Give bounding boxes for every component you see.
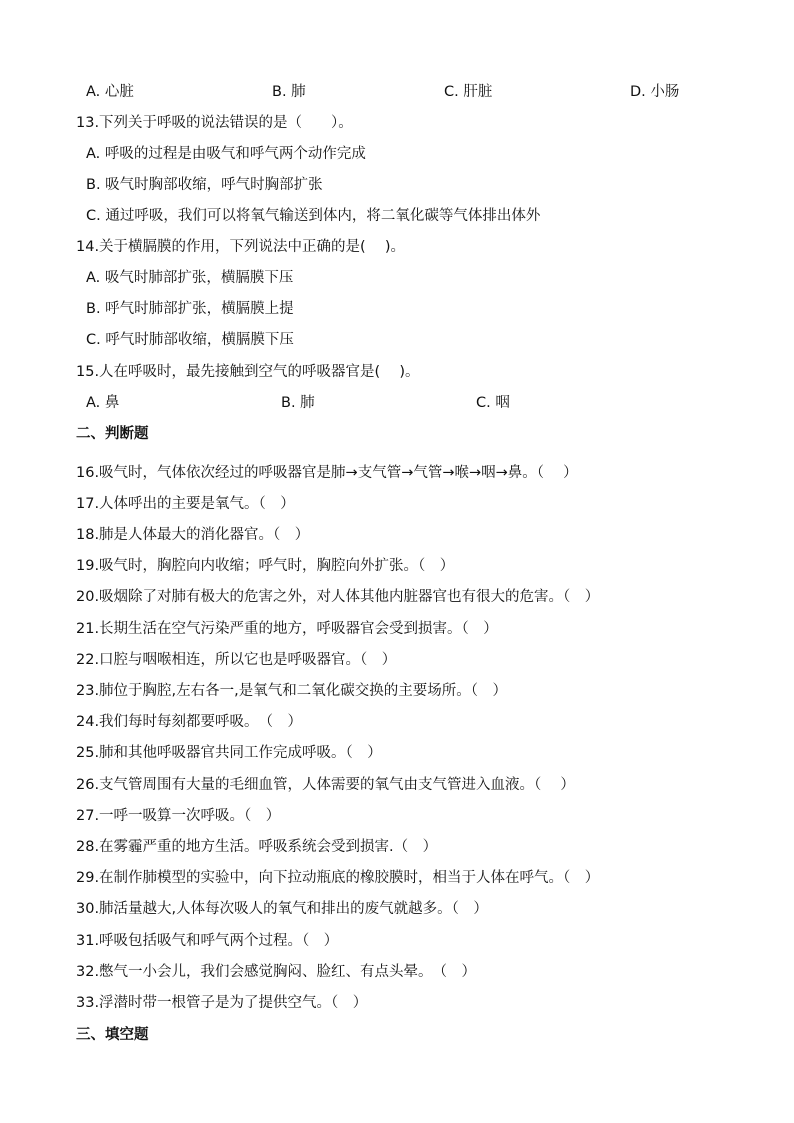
judgment-24: 24.我们每时每刻都要呼吸。 （ ） (76, 714, 303, 730)
q13-option-a: A. 呼吸的过程是由吸气和呼气两个动作完成 (86, 146, 366, 162)
section-3-title: 三、填空题 (76, 1027, 149, 1043)
q12-option-d: D. 小肠 (630, 84, 680, 100)
q13-option-c: C. 通过呼吸，我们可以将氧气输送到体内，将二氧化碳等气体排出体外 (86, 208, 541, 224)
q15-option-b: B. 肺 (281, 395, 315, 411)
q15-stem: 15.人在呼吸时，最先接触到空气的呼吸器官是( )。 (76, 364, 420, 380)
q12-option-c: C. 肝脏 (444, 84, 493, 100)
judgment-27: 27.一呼一吸算一次呼吸。（ ） (76, 808, 281, 824)
q15-option-c: C. 咽 (476, 395, 510, 411)
q14-option-c: C. 呼气时肺部收缩，横膈膜下压 (86, 332, 294, 348)
judgment-23: 23.肺位于胸腔,左右各一,是氧气和二氧化碳交换的主要场所。（ ） (76, 683, 508, 699)
q15-option-a: A. 鼻 (86, 395, 120, 411)
q12-option-a: A. 心脏 (86, 84, 134, 100)
judgment-28: 28.在雾霾严重的地方生活。呼吸系统会受到损害.（ ） (76, 839, 438, 855)
judgment-22: 22.口腔与咽喉相连，所以它也是呼吸器官。（ ） (76, 652, 397, 668)
q12-option-b: B. 肺 (272, 84, 306, 100)
judgment-33: 33.浮潜时带一根管子是为了提供空气。（ ） (76, 995, 368, 1011)
judgment-26: 26.支气管周围有大量的毛细血管，人体需要的氧气由支气管进入血液。（ ） (76, 777, 575, 793)
judgment-18: 18.肺是人体最大的消化器官。（ ） (76, 527, 310, 543)
judgment-16: 16.吸气时，气体依次经过的呼吸器官是肺→支气管→气管→喉→咽→鼻。（ ） (76, 465, 578, 481)
judgment-19: 19.吸气时，胸腔向内收缩；呼气时，胸腔向外扩张。（ ） (76, 558, 455, 574)
q14-option-a: A. 吸气时肺部扩张，横膈膜下压 (86, 270, 294, 286)
judgment-30: 30.肺活量越大,人体每次吸人的氧气和排出的废气就越多。（ ） (76, 901, 488, 917)
judgment-25: 25.肺和其他呼吸器官共同工作完成呼吸。（ ） (76, 745, 382, 761)
section-2-title: 二、判断题 (76, 426, 149, 442)
q13-stem: 13.下列关于呼吸的说法错误的是（ ）。 (76, 115, 353, 131)
q14-stem: 14.关于横膈膜的作用，下列说法中正确的是( )。 (76, 239, 405, 255)
judgment-17: 17.人体呼出的主要是氧气。（ ） (76, 496, 295, 512)
judgment-32: 32.憋气一小会儿，我们会感觉胸闷、脸红、有点头晕。 （ ） (76, 964, 477, 980)
q13-option-b: B. 吸气时胸部收缩，呼气时胸部扩张 (86, 177, 323, 193)
judgment-20: 20.吸烟除了对肺有极大的危害之外，对人体其他内脏器官也有很大的危害。（ ） (76, 589, 600, 605)
q14-option-b: B. 呼气时肺部扩张，横膈膜上提 (86, 301, 294, 317)
judgment-31: 31.呼吸包括吸气和呼气两个过程。（ ） (76, 933, 339, 949)
judgment-29: 29.在制作肺模型的实验中，向下拉动瓶底的橡胶膜时，相当于人体在呼气。（ ） (76, 870, 600, 886)
judgment-21: 21.长期生活在空气污染严重的地方，呼吸器官会受到损害。（ ） (76, 621, 498, 637)
